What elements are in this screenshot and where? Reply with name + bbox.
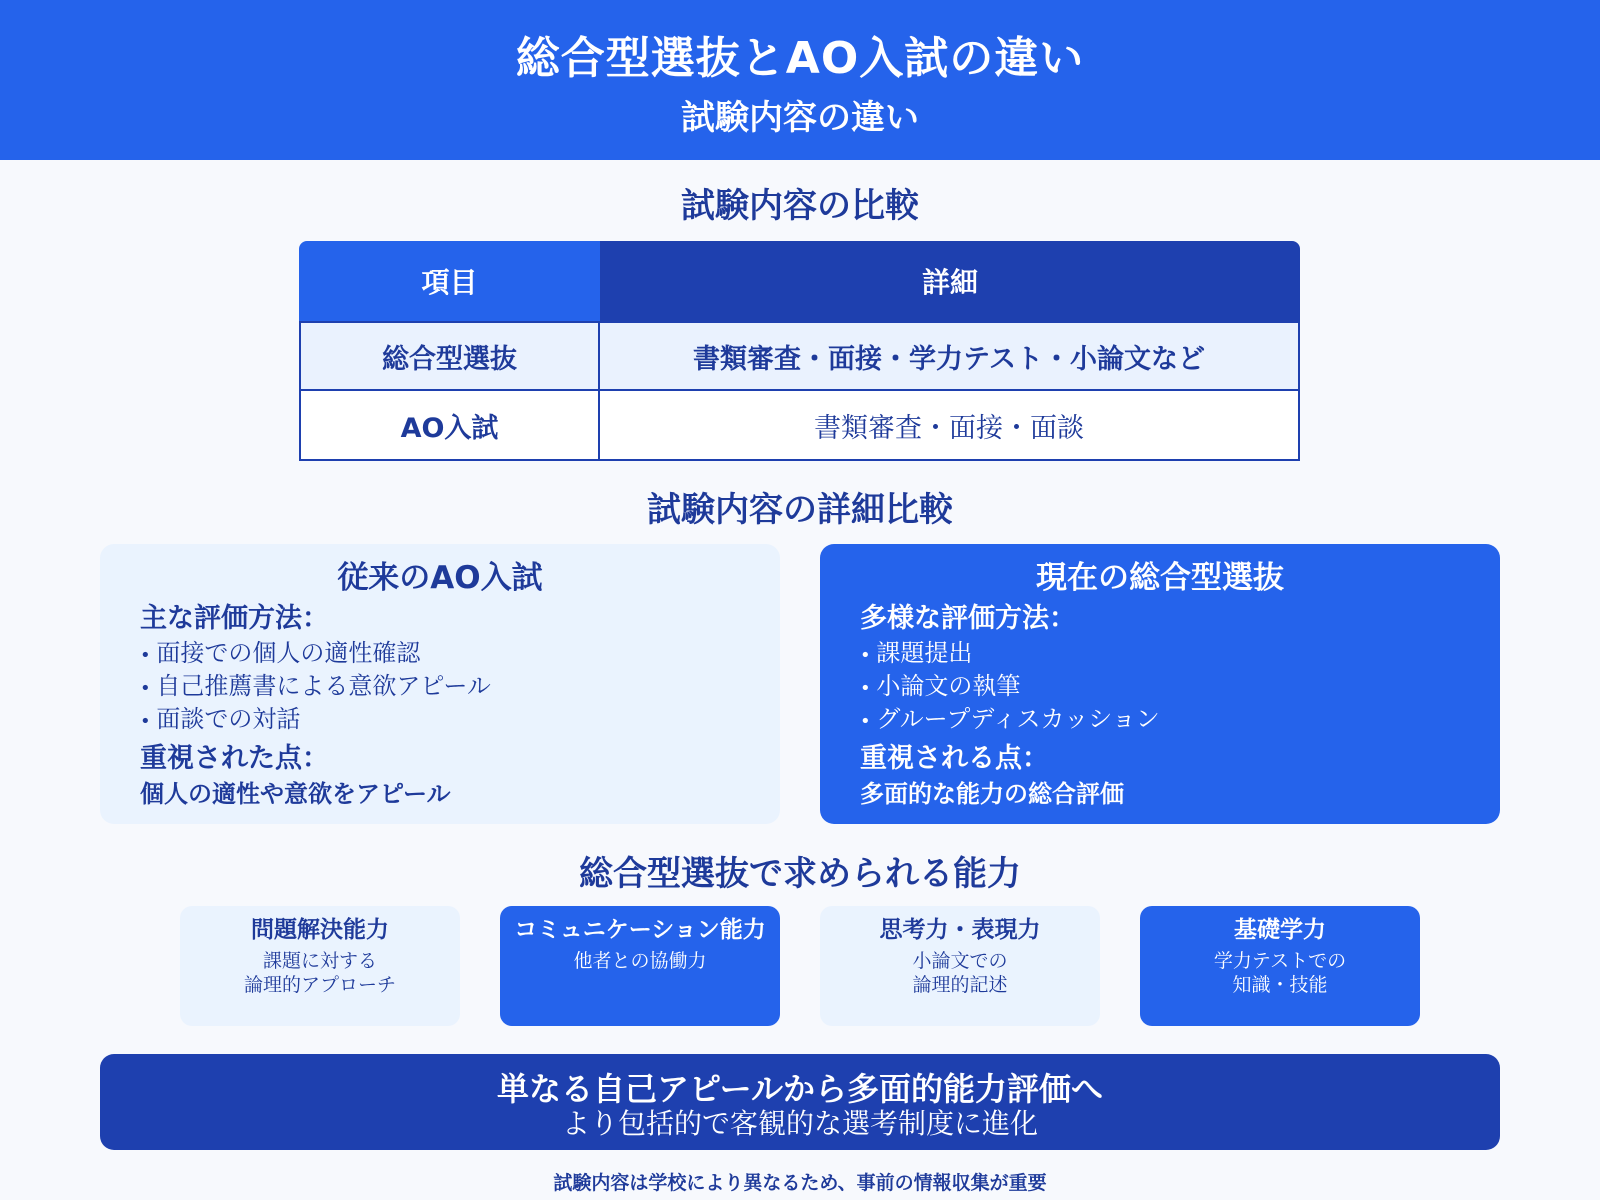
table-header [299,241,1300,321]
banner-subline: より包括的で客観的な選考制度に進化 [561,1107,1038,1140]
page-header [0,0,1600,160]
ability-name: コミュニケーション能力 [514,917,766,943]
comparison-table-title: 試験内容の比較 [681,186,919,226]
list-item: • 小論文の執筆 [860,671,1160,704]
ability-card-problem-solving [180,906,460,1026]
methods-label: 主な評価方法： [140,603,329,634]
methods-label: 多様な評価方法： [860,603,1076,634]
table-row [299,391,1300,461]
row-item-cell: 総合型選抜 [301,323,600,389]
detail-comparison-title: 試験内容の詳細比較 [647,490,953,530]
ability-name: 問題解決能力 [251,917,389,943]
list-item: • グループディスカッション [860,704,1160,737]
table-row [299,321,1300,391]
focus-label: 重視される点： [860,743,1049,774]
row-detail-cell: 書類審査・面接・面談 [814,412,1084,444]
abilities-title: 総合型選抜で求められる能力 [579,854,1021,894]
list-item: • 面談での対話 [140,704,491,737]
banner-headline: 単なる自己アピールから多面的能力評価へ [496,1070,1104,1108]
traditional-ao-card [100,544,780,824]
list-item: • 自己推薦書による意欲アピール [140,671,491,704]
ability-card-basic-academics [1140,906,1420,1026]
card-title: 現在の総合型選抜 [1036,560,1284,596]
ability-card-thinking-expression [820,906,1100,1026]
page-title: 総合型選抜とAO入試の違い [515,33,1085,84]
footnote: 試験内容は学校により異なるため、事前の情報収集が重要 [553,1172,1047,1194]
comparison-table [299,241,1300,461]
current-comprehensive-card [820,544,1500,824]
methods-list [860,638,1160,737]
column-header-detail: 詳細 [600,241,1300,321]
page-subtitle: 試験内容の違い [681,98,919,138]
ability-card-communication [500,906,780,1026]
focus-label: 重視された点： [140,743,329,774]
list-item: • 課題提出 [860,638,1160,671]
ability-desc: 学力テストでの 知識・技能 [1213,950,1347,996]
ability-desc: 小論文での 論理的記述 [912,950,1008,996]
ability-name: 基礎学力 [1234,917,1326,943]
ability-desc: 他者との協働力 [573,950,707,972]
ability-name: 思考力・表現力 [879,917,1041,943]
column-header-item: 項目 [299,241,600,321]
focus-value: 多面的な能力の総合評価 [860,780,1124,808]
ability-desc: 課題に対する 論理的アプローチ [243,950,396,996]
focus-value: 個人の適性や意欲をアピール [140,780,451,808]
list-item: • 面接での個人の適性確認 [140,638,491,671]
card-title: 従来のAO入試 [337,560,543,596]
row-item-cell: AO入試 [301,391,600,459]
summary-banner [100,1054,1500,1150]
row-detail-cell: 書類審査・面接・学力テスト・小論文など [693,343,1205,375]
methods-list [140,638,491,737]
